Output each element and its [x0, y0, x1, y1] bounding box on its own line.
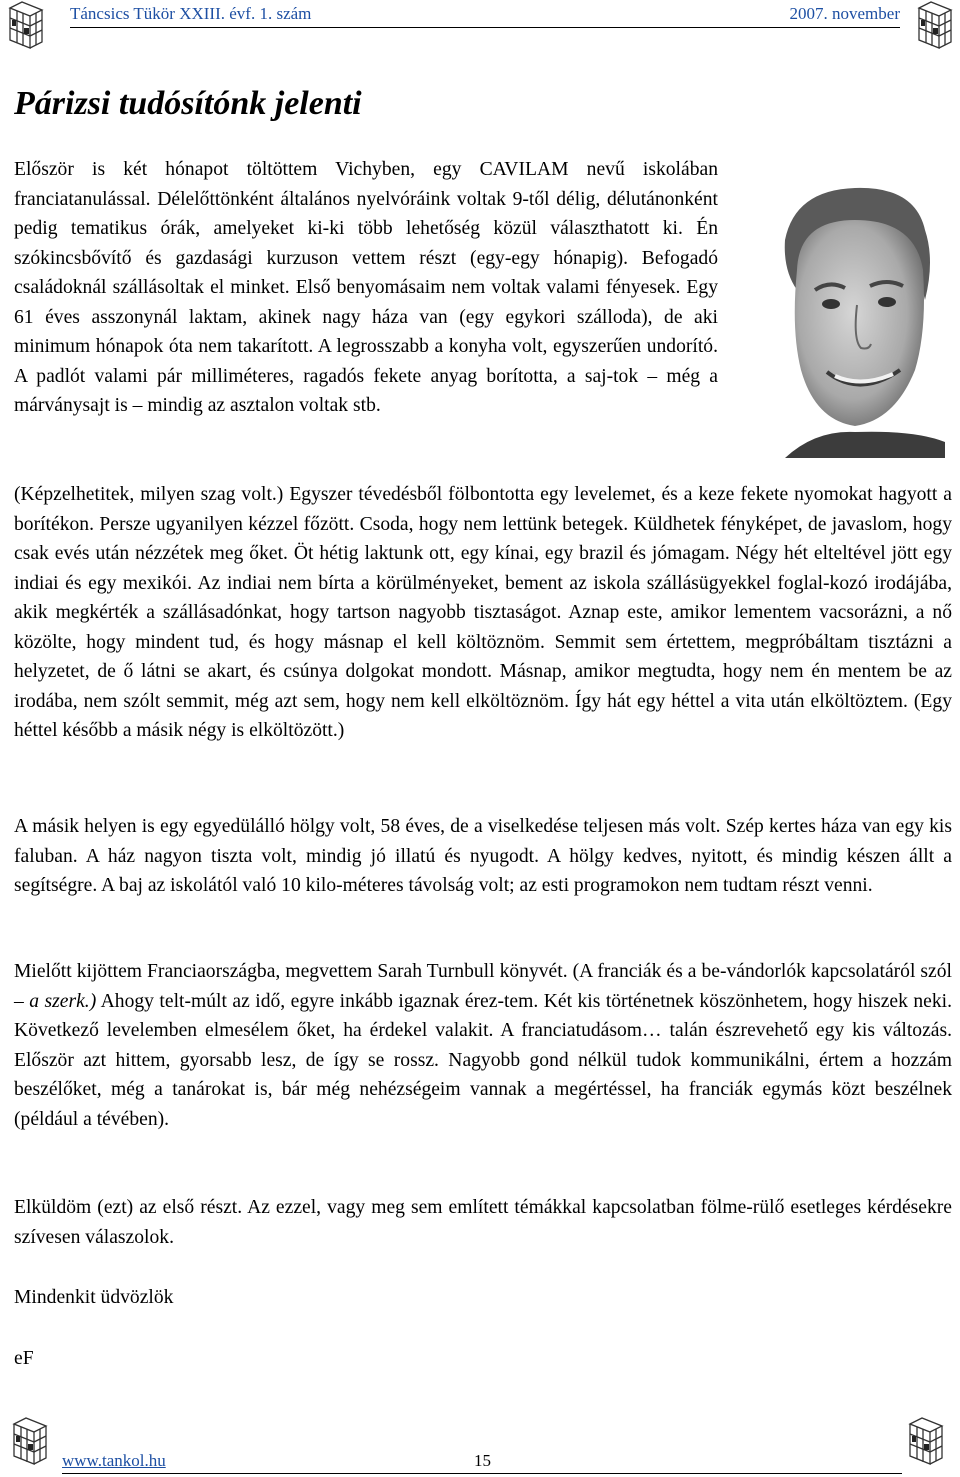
editor-note: – a szerk.) — [14, 990, 97, 1012]
signature: eF — [14, 1348, 34, 1369]
header-divider — [70, 27, 900, 28]
article-paragraph-1-rest: (Képzelhetitek, milyen szag volt.) Egyszer tévedésből fölbontotta egy levelemet, és a keze fekete nyomokat hagyott a borítékon. Persze ugyanilyen kézzel főzött. Csoda, hogy nem lettünk betegek. Küldhetek fényképet, de javaslom, hogy csak evés után nézzétek meg őket. Öt hétig laktunk ott, egy kínai, egy brazil és jómagam. Négy hét elteltével jött egy indiai és egy mexikói. Az indiai nem bírta a körülményeket, bement az iskola szállásügyekkel foglal-kozó irodájába, akik megkérték a szállásadónkat, hogy tartson nagyobb tisztaságot. Aznap este, amikor lementem vacsorázni, a nő közölte, hogy mindent tud, és hogy másnap el kell költöznöm. Semmit sem értettem, megpróbáltam tisztázni a helyzetet, de ő látni se akart, és csúnya dolgokat mondott. Másnap, amikor megtudta, hogy nem én mentem be az irodába, nem szólt semmit, még azt sem, hogy nem kell elköltöznöm. Így hát egy héttel a vita után elköltöztem. (Egy héttel később a másik négy is elköltözött.) — [14, 484, 952, 741]
footer-website-link[interactable]: www.tankol.hu — [62, 1451, 166, 1470]
cube-logo-icon — [915, 0, 955, 50]
cube-logo-icon — [906, 1416, 946, 1466]
article-paragraph-3 — [14, 957, 952, 1134]
header-publication: Táncsics Tükör XXIII. évf. 1. szám — [70, 4, 312, 23]
page-number: 15 — [474, 1451, 491, 1470]
cube-logo-icon — [10, 1416, 50, 1466]
page-header — [70, 4, 900, 26]
header-date: 2007. november — [789, 4, 900, 23]
cube-logo-icon — [6, 0, 46, 50]
article-title: Párizsi tudósítónk jelenti — [14, 85, 362, 122]
greeting: Mindenkit üdvözlök — [14, 1287, 174, 1308]
article-paragraph-2: A másik helyen is egy egyedülálló hölgy volt, 58 éves, de a viselkedése teljesen más volt. Szép kertes háza van egy kis faluban. A ház nagyon tiszta volt, mindig jó illatú és nyugodt. A hölgy kedves, nyitott, és mindig készen állt a segítségre. A baj az iskolától való 10 kilo-méteres távolság volt; az esti programokon nem tudtam részt venni. — [14, 816, 952, 896]
article-paragraph-1-top: Először is két hónapot töltöttem Vichyben, egy CAVILAM nevű iskolában franciatanulással. Délelőttönként általános nyelvóráink voltak 9-től délig, délutánonként pedig tematikus órák, amelyeket ki-ki több lehetőség közül választhatott ki. Én szókincsbővítő és gazdasági kurzuson vettem részt (egy-egy hónapig). Befogadó családoknál szállásoltak el minket. Első benyomásaim nem voltak valami fényesek. Egy 61 éves asszonynál laktam, akinek nagy háza van (egy egykori szálloda), de aki minimum hónapok óta nem takarított. A legrosszabb a konyha volt, egyszerűen undorító. A padlót valami pár milliméteres, ragadós fekete anyag borította, a saj-tok – még a márványsajt is – mindig az asztalon voltak stb. — [14, 159, 718, 416]
article-paragraph-4: Elküldöm (ezt) az első részt. Az ezzel, vagy meg sem említett témákkal kapcsolatban fölme-rülő esetleges kérdésekre szívesen válaszolok. — [14, 1197, 952, 1248]
footer-divider — [62, 1473, 902, 1474]
portrait-photo — [775, 180, 945, 458]
paragraph-3-part-a: Mielőtt kijöttem Franciaországba, megvettem Sarah Turnbull könyvét. (A franciák és a be-vándorlók kapcsolatáról szól — [14, 961, 952, 982]
paragraph-3-part-b: Ahogy telt-múlt az idő, egyre inkább igaznak érez-tem. Két kis történetnek köszönhetem, hogy hiszek neki. Következő levelemben elmesélem őket, ha érdekel valakit. A franciatudásom… talán észrevehető egy kis változás. Először azt hittem, gyorsabb lesz, de így se rossz. Nagyobb gond nélkül tudok kommunikálni, értem a hozzám beszélőket, még a tanárokat is, bár még nehézségeim vannak a megértéssel, ha franciák egymás közt beszélnek (például a tévében). — [14, 990, 952, 1130]
